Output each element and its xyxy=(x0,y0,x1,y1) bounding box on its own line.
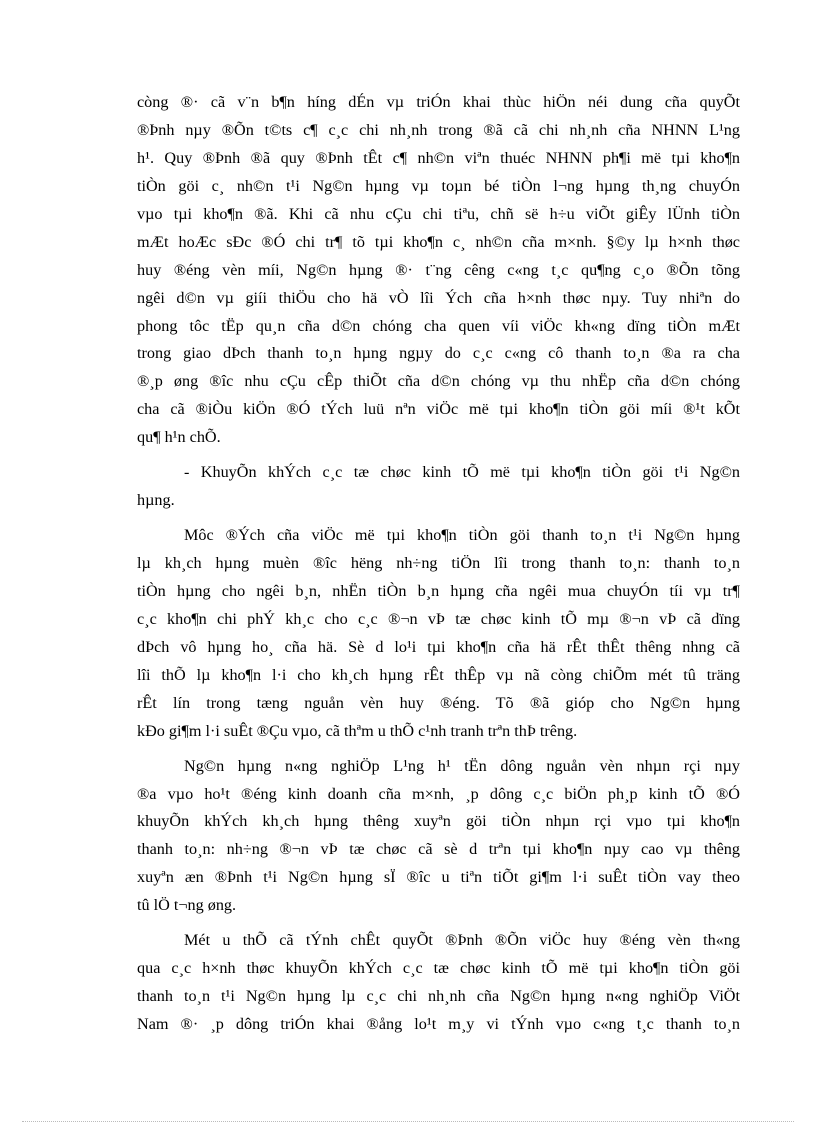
text-line: tiÒn hµng cho ngêi b¸n, nhËn tiÒn b¸n hµng cña ngêi mua chuyÓn tíi vµ tr¶ xyxy=(137,581,740,600)
paragraph xyxy=(137,927,740,1039)
paragraph-gap xyxy=(137,515,740,522)
text-line: huy ®éng vèn míi, Ng©n hµng ®· t¨ng cêng c«ng t¸c qu¶ng c¸o ®Õn tõng xyxy=(137,260,740,279)
text-line: ®¸p øng ®îc nhu cÇu cÊp thiÕt cña d©n chóng vµ thu nhËp cña d©n chóng xyxy=(137,372,740,391)
paragraph xyxy=(137,753,740,921)
text-line: Mét u thÕ cã tÝnh chÊt quyÕt ®Þnh ®Õn viÖc huy ®éng vèn th«ng xyxy=(184,931,740,950)
text-line: Môc ®Ých cña viÖc më tµi kho¶n tiÒn göi thanh to¸n t¹i Ng©n hµng xyxy=(184,526,740,545)
paragraph xyxy=(137,522,740,746)
text-line: ngêi d©n vµ giíi thiÖu cho hä vÒ lîi Ých cña h×nh thøc nµy. Tuy nhiªn do xyxy=(137,288,740,307)
paragraph xyxy=(137,89,740,452)
text-line: còng ®· cã v¨n b¶n híng dÉn vµ triÓn khai thùc hiÖn néi dung cña quyÕt xyxy=(137,93,740,111)
text-line: kÐo gi¶m l·i suÊt ®Çu vµo, cã thªm u thÕ c¹nh tranh trªn thÞ trêng. xyxy=(137,721,578,740)
text-line: Ng©n hµng n«ng nghiÖp L¹ng h¹ tËn dông nguån vèn nhµn rçi nµy xyxy=(184,756,740,775)
paragraph-gap xyxy=(137,452,740,459)
text-line: vµo tµi kho¶n ®ã. Khi cã nhu cÇu chi tiªu, chñ së h÷u viÕt giÊy lÜnh tiÒn xyxy=(137,204,740,223)
text-line: - KhuyÕn khÝch c¸c tæ chøc kinh tÕ më tµi kho¶n tiÒn göi t¹i Ng©n xyxy=(184,463,740,482)
text-line: h¹. Quy ®Þnh ®ã quy ®Þnh tÊt c¶ nh©n viªn thuéc NHNN ph¶i më tµi kho¶n xyxy=(137,148,740,167)
body-text xyxy=(137,89,740,1039)
text-line: mÆt hoÆc sÐc ®Ó chi tr¶ tõ tµi kho¶n c¸ nh©n cña m×nh. §©y lµ h×nh thøc xyxy=(137,232,740,251)
paragraph-gap xyxy=(137,746,740,753)
text-line: thanh to¸n: nh÷ng ®¬n vÞ tæ chøc cã sè d trªn tµi kho¶n nµy cao vµ thêng xyxy=(137,840,740,859)
text-line: phong tôc tËp qu¸n cña d©n chóng cha quen víi viÖc kh«ng dïng tiÒn mÆt xyxy=(137,316,740,335)
paragraph-gap xyxy=(137,920,740,927)
text-line: trong giao dÞch thanh to¸n hµng ngµy do c¸c c«ng cô thanh to¸n ®a ra cha xyxy=(137,344,740,363)
text-line: xuyªn æn ®Þnh t¹i Ng©n hµng sÏ ®îc u tiªn tiÕt gi¶m l·i suÊt tiÒn vay theo xyxy=(137,868,740,887)
text-line: c¸c kho¶n chi phÝ kh¸c cho c¸c ®¬n vÞ tæ chøc kinh tÕ mµ ®¬n vÞ cã dïng xyxy=(137,609,740,628)
text-line: dÞch vô hµng ho¸ cña hä. Sè d lo¹i tµi kho¶n cña hä rÊt thÊt thêng nhng cã xyxy=(137,637,740,656)
text-line: hµng. xyxy=(137,491,175,510)
text-line: tiÒn göi c¸ nh©n t¹i Ng©n hµng vµ toµn bé tiÒn l¬ng hµng th¸ng chuyÓn xyxy=(137,176,740,195)
text-line: lµ kh¸ch hµng muèn ®îc hëng nh÷ng tiÖn lîi trong thanh to¸n: thanh to¸n xyxy=(137,554,740,572)
text-line: qu¶ h¹n chÕ. xyxy=(137,428,221,447)
text-line: khuyÕn khÝch kh¸ch hµng thêng xuyªn göi tiÒn nhµn rçi vµo tµi kho¶n xyxy=(137,812,740,831)
text-line: Nam ®· ¸p dông triÓn khai ®ång lo¹t m¸y vi tÝnh vµo c«ng t¸c thanh to¸n xyxy=(137,1015,740,1033)
page-bottom-rule xyxy=(22,1121,794,1122)
text-line: cha cã ®iÒu kiÖn ®Ó tÝch luü nªn viÖc më tµi kho¶n tiÒn göi míi ®¹t kÕt xyxy=(137,400,740,419)
text-line: qua c¸c h×nh thøc khuyÕn khÝch c¸c tæ chøc kinh tÕ më tµi kho¶n tiÒn göi xyxy=(137,959,740,978)
paragraph xyxy=(137,459,740,515)
text-line: ®Þnh nµy ®Õn t©ts c¶ c¸c chi nh¸nh trong ®ã cã chi nh¸nh cña NHNN L¹ng xyxy=(137,120,740,139)
text-line: lîi thÕ lµ kho¶n l·i cho kh¸ch hµng rÊt thÊp vµ nã còng chiÕm mét tû träng xyxy=(137,665,740,684)
text-line: thanh to¸n t¹i Ng©n hµng lµ c¸c chi nh¸nh cña Ng©n hµng n«ng nghiÖp ViÖt xyxy=(137,987,740,1006)
text-line: rÊt lín trong tæng nguån vèn huy ®éng. Tõ ®ã gióp cho Ng©n hµng xyxy=(137,693,740,712)
text-line: tû lÖ t¬ng øng. xyxy=(137,896,237,915)
text-line: ®a vµo ho¹t ®éng kinh doanh cña m×nh, ¸p dông c¸c biÖn ph¸p kinh tÕ ®Ó xyxy=(137,784,740,803)
